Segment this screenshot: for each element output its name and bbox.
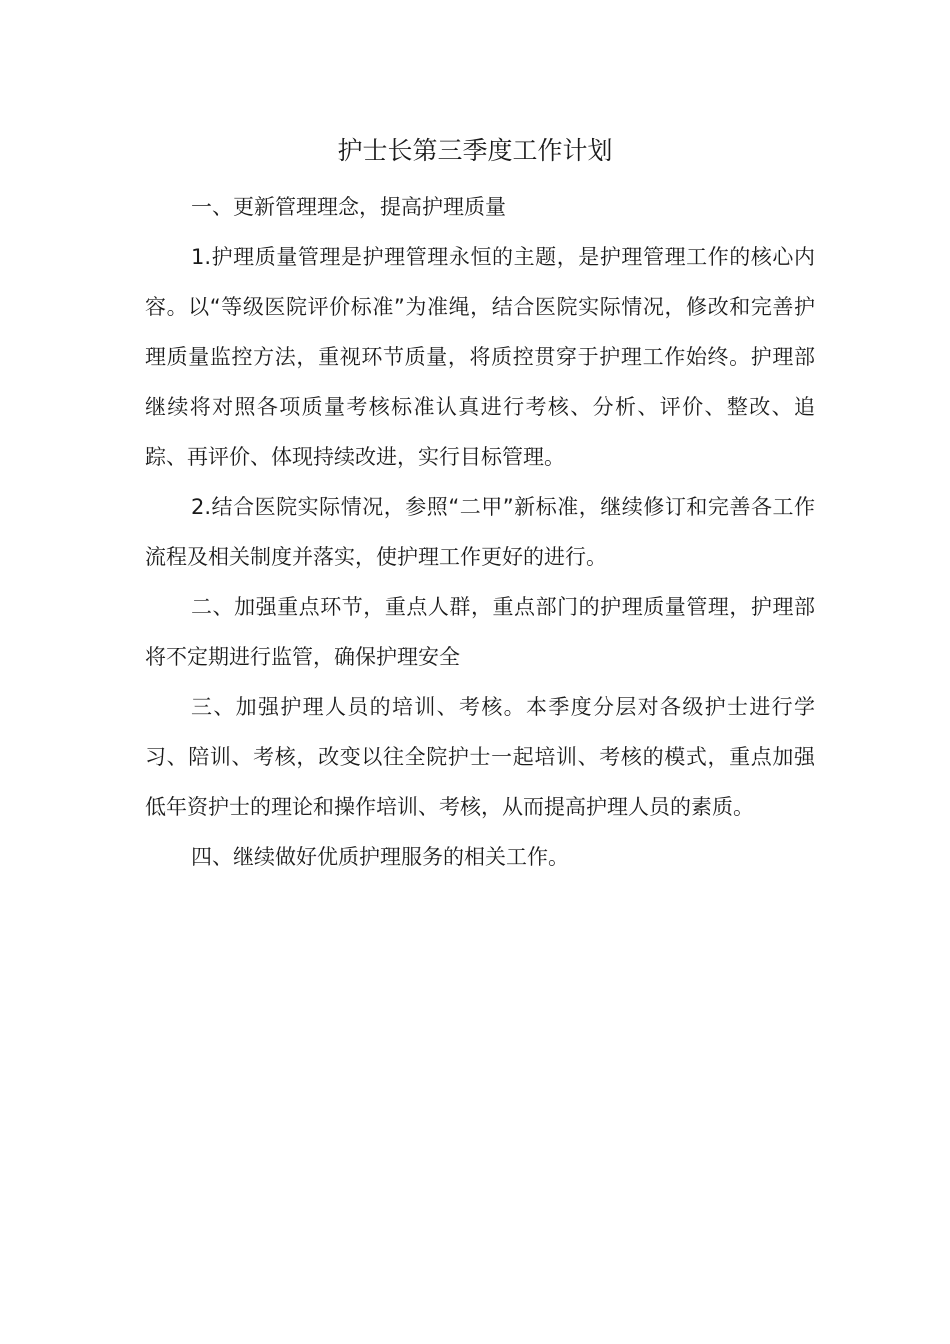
document-body bbox=[145, 182, 815, 882]
section-heading-2: 二、加强重点环节，重点人群，重点部门的护理质量管理，护理部将不定期进行监管，确保护理安全 bbox=[145, 595, 815, 669]
document-title: 护士长第三季度工作计划 bbox=[337, 136, 613, 165]
paragraph-item-1: 1.护理质量管理是护理管理永恒的主题，是护理管理工作的核心内容。以“等级医院评价标准”为准绳，结合医院实际情况，修改和完善护理质量监控方法，重视环节质量，将质控贯穿于护理工作始终。护理部继续将对照各项质量考核标准认真进行考核、分析、评价、整改、追踪、再评价、体现持续改进，实行目标管理。 bbox=[145, 245, 815, 469]
paragraph-item-2: 2.结合医院实际情况，参照“二甲”新标准，继续修订和完善各工作流程及相关制度并落实，使护理工作更好的进行。 bbox=[145, 495, 815, 569]
section-heading-4: 四、继续做好优质护理服务的相关工作。 bbox=[191, 845, 569, 869]
section-heading-1: 一、更新管理理念，提高护理质量 bbox=[191, 195, 506, 219]
section-heading-3: 三、加强护理人员的培训、考核。本季度分层对各级护士进行学习、陪训、考核，改变以往全院护士一起培训、考核的模式，重点加强低年资护士的理论和操作培训、考核，从而提高护理人员的素质。 bbox=[145, 695, 815, 819]
